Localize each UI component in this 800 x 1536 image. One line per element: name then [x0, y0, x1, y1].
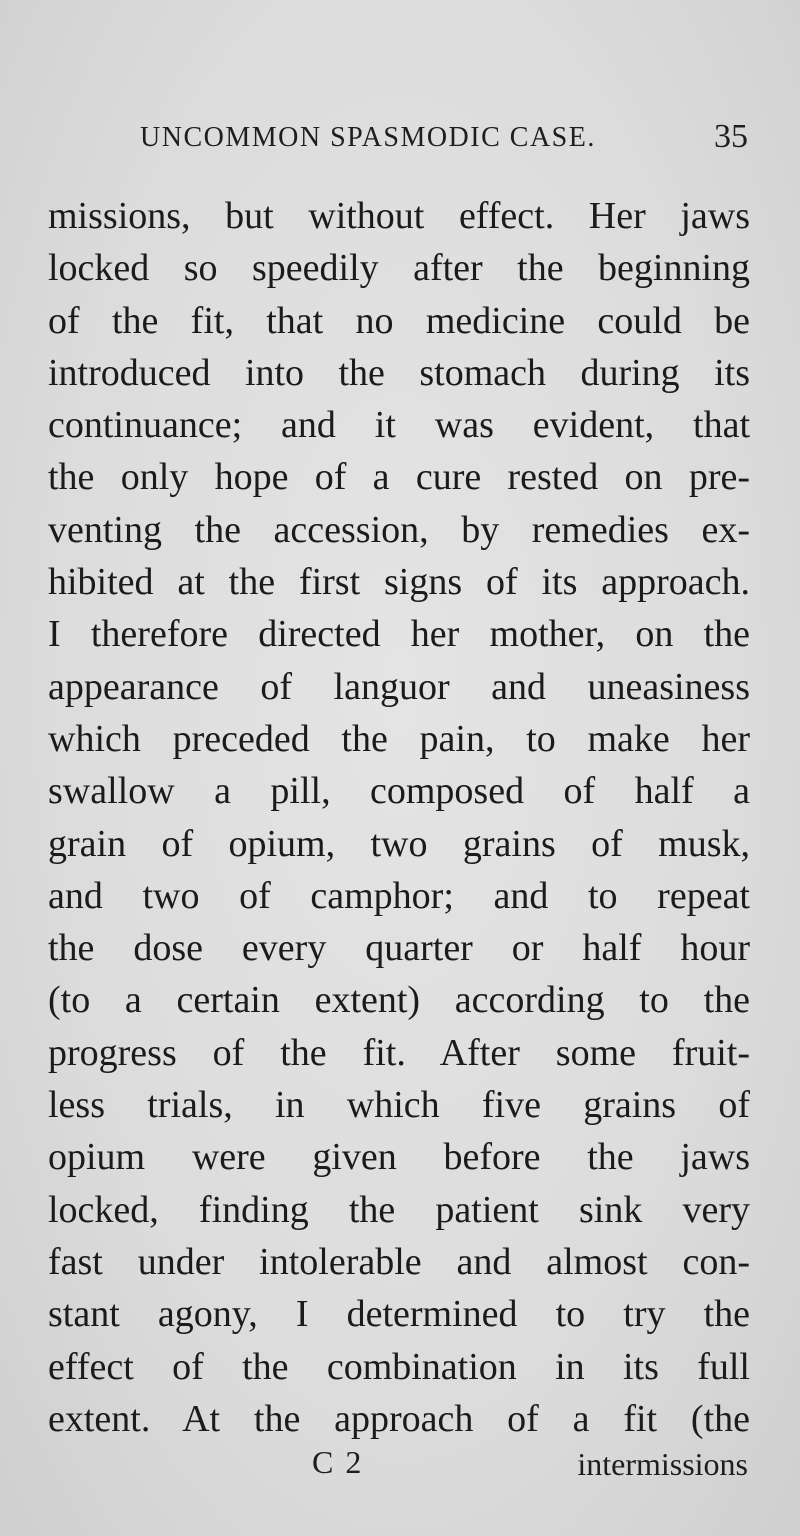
text-line: progress of the fit. After some fruit- — [48, 1031, 750, 1074]
running-title: UNCOMMON SPASMODIC CASE. — [140, 122, 596, 153]
text-line: and two of camphor; and to repeat — [48, 874, 750, 917]
text-line: stant agony, I determined to try the — [48, 1293, 750, 1336]
text-line: which preceded the pain, to make her — [48, 717, 750, 760]
text-line: missions, but without effect. Her jaws — [48, 195, 750, 237]
text-line: swallow a pill, composed of half a — [48, 770, 750, 813]
text-line: I therefore directed her mother, on the — [48, 613, 750, 656]
text-line: locked so speedily after the beginning — [48, 247, 750, 290]
text-line: introduced into the stomach during its — [48, 351, 750, 394]
page-number: 35 — [714, 118, 748, 155]
text-line: the only hope of a cure rested on pre- — [48, 456, 750, 499]
text-line: of the fit, that no medicine could be — [48, 299, 750, 342]
text-line: the dose every quarter or half hour — [48, 927, 750, 970]
body-text — [48, 190, 750, 1445]
text-line: venting the accession, by remedies ex- — [48, 508, 750, 551]
text-line: opium were given before the jaws — [48, 1136, 750, 1179]
page-header — [0, 118, 800, 172]
text-line: (to a certain extent) according to the — [48, 979, 750, 1022]
text-line: grain of opium, two grains of musk, — [48, 822, 750, 865]
text-line: extent. At the approach of a fit (the — [48, 1397, 750, 1440]
text-line: locked, finding the patient sink very — [48, 1188, 750, 1231]
catchword: intermissions — [577, 1446, 748, 1482]
text-line: continuance; and it was evident, that — [48, 404, 750, 447]
page-footer — [0, 1444, 800, 1494]
signature-mark: C 2 — [312, 1444, 364, 1480]
text-line: appearance of languor and uneasiness — [48, 665, 750, 708]
text-line: less trials, in which five grains of — [48, 1084, 750, 1127]
text-line: effect of the combination in its full — [48, 1345, 750, 1388]
text-line: fast under intolerable and almost con- — [48, 1240, 750, 1283]
text-line: hibited at the first signs of its approach. — [48, 561, 750, 604]
